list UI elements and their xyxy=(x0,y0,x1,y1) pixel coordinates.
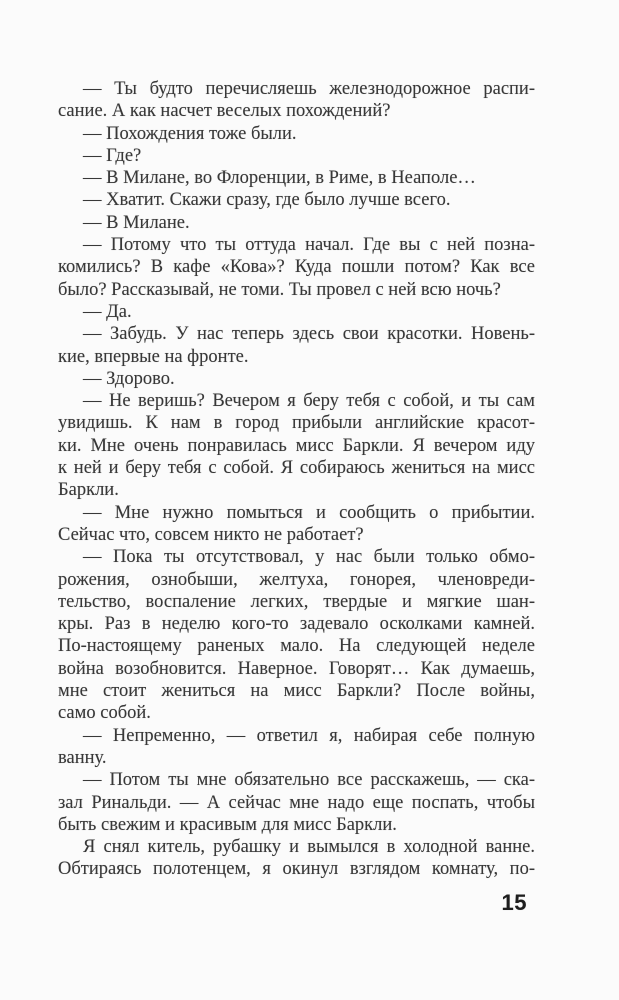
text-line: — В Милане, во Флоренции, в Риме, в Неаполе… xyxy=(83,168,476,189)
text-line: — Мне нужно помыться и сообщить о прибытии. xyxy=(83,502,535,523)
text-line: война возобновится. Наверное. Говорят… Как думаешь, xyxy=(58,658,535,679)
text-line: кие, впервые на фронте. xyxy=(58,346,249,367)
text-line: тельство, воспаление легких, твердые и мягкие шан- xyxy=(58,591,535,612)
text-line: — В Милане. xyxy=(83,212,190,233)
text-line: — Непременно, — ответил я, набирая себе полную xyxy=(83,725,535,746)
text-line: — Пока ты отсутствовал, у нас были только обмо- xyxy=(83,547,535,568)
text-line: увидишь. К нам в город прибыли английские красот- xyxy=(58,413,535,434)
text-line: ванну. xyxy=(58,747,107,768)
text-line: Я снял китель, рубашку и вымылся в холодной ванне. xyxy=(83,837,535,858)
text-line: — Здорово. xyxy=(83,368,175,389)
text-line: — Где? xyxy=(83,145,142,166)
text-line: комились? В кафе «Кова»? Куда пошли потом? Как все xyxy=(58,257,535,278)
text-line: Обтираясь полотенцем, я окинул взглядом комнату, по- xyxy=(58,859,535,880)
text-line: — Потому что ты оттуда начал. Где вы с ней позна- xyxy=(83,235,535,256)
text-line: ки. Мне очень понравилась мисс Баркли. Я вечером иду xyxy=(58,435,535,456)
text-line: мне стоит жениться на мисс Баркли? После войны, xyxy=(58,681,535,702)
text-block xyxy=(58,78,535,881)
text-line: было? Рассказывай, не томи. Ты провел с ней всю ночь? xyxy=(58,279,501,300)
text-line: зал Ринальди. — А сейчас мне надо еще поспать, чтобы xyxy=(58,792,535,813)
text-line: к ней и беру тебя с собой. Я собираюсь жениться на мисс xyxy=(58,458,535,479)
text-line: сание. А как насчет веселых похождений? xyxy=(58,101,391,122)
text-line: Сейчас что, совсем никто не работает? xyxy=(58,524,364,545)
text-line: — Забудь. У нас теперь здесь свои красотки. Новень- xyxy=(83,324,535,345)
page-number: 15 xyxy=(501,890,527,915)
text-line: — Ты будто перечисляешь железнодорожное распи- xyxy=(83,79,535,99)
text-line: — Потом ты мне обязательно все расскажешь, — ска- xyxy=(83,770,535,791)
text-line: По-настоящему раненых мало. На следующей неделе xyxy=(58,636,535,657)
text-line: кры. Раз в неделю кого-то задевало осколками камней. xyxy=(58,614,535,635)
text-line: — Да. xyxy=(83,301,132,322)
text-line: быть свежим и красивым для мисс Баркли. xyxy=(58,814,397,835)
text-line: рожения, ознобыши, желтуха, гонорея, членовреди- xyxy=(58,569,535,590)
text-line: Баркли. xyxy=(58,480,119,501)
text-line: само собой. xyxy=(58,703,151,724)
text-line: — Похождения тоже были. xyxy=(83,123,297,144)
text-line: — Хватит. Скажи сразу, где было лучше всего. xyxy=(83,190,451,211)
text-line: — Не веришь? Вечером я беру тебя с собой, и ты сам xyxy=(83,391,535,412)
